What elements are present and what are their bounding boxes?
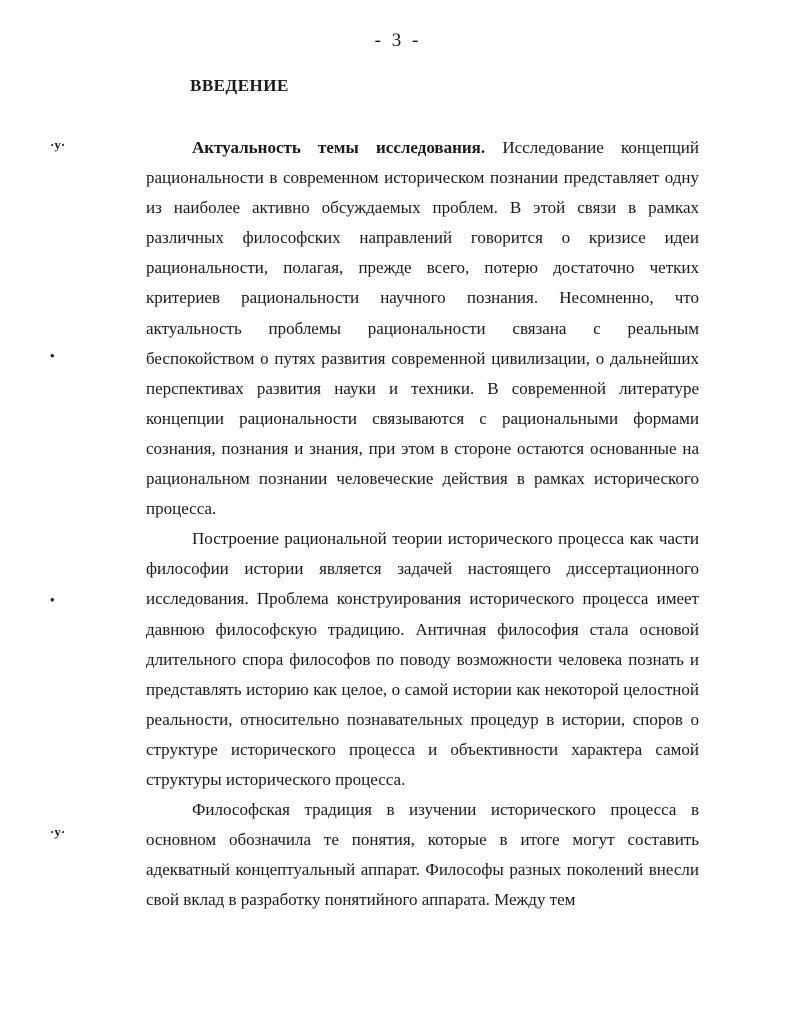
paragraph-text: Построение рациональной теории исторического процесса как части философии истории является задачей настоящего диссертационного исследования. Проблема конструирования исторического процесса имеет давнюю философскую традицию. Античная философия стала основой длительного спора философов по поводу возможности человека познать и представлять историю как целое, о самой истории как некоторой целостной реальности, относительно познавательных процедур в истории, споров о структуре исторического процесса и объективности характера самой структуры исторического процесса. [146,529,699,789]
paragraph-lead: Актуальность темы исследования. [192,138,486,157]
paragraph-1 [146,133,699,524]
body-text [146,133,699,915]
margin-mark: ·у· [50,137,66,152]
page-number: - 3 - [374,30,422,51]
paragraph-2 [146,524,699,795]
margin-mark: • [50,348,55,363]
paragraph-text: Исследование концепций рациональности в современном историческом познании представляет одну из наиболее активно обсуждаемых проблем. В этой связи в рамках различных философских направлений говорится о кризисе идеи рациональности, полагая, прежде всего, потерю достаточно четких критериев рациональности научного познания. Несомненно, что актуальность проблемы рациональности связана с реальным беспокойством о путях развития современной цивилизации, о дальнейших перспективах развития науки и техники. В современной литературе концепции рациональности связываются с рациональными формами сознания, познания и знания, при этом в стороне остаются основанные на рациональном познании человеческие действия в рамках исторического процесса. [146,138,699,519]
section-heading: ВВЕДЕНИЕ [190,76,289,95]
margin-mark: ·у· [50,824,66,839]
margin-mark: • [50,592,55,607]
paragraph-text: Философская традиция в изучении исторического процесса в основном обозначила те понятия, которые в итоге могут составить адекватный концептуальный аппарат. Философы разных поколений внесли свой вклад в разработку понятийного аппарата. Между тем [146,800,699,910]
paragraph-3 [146,795,699,915]
